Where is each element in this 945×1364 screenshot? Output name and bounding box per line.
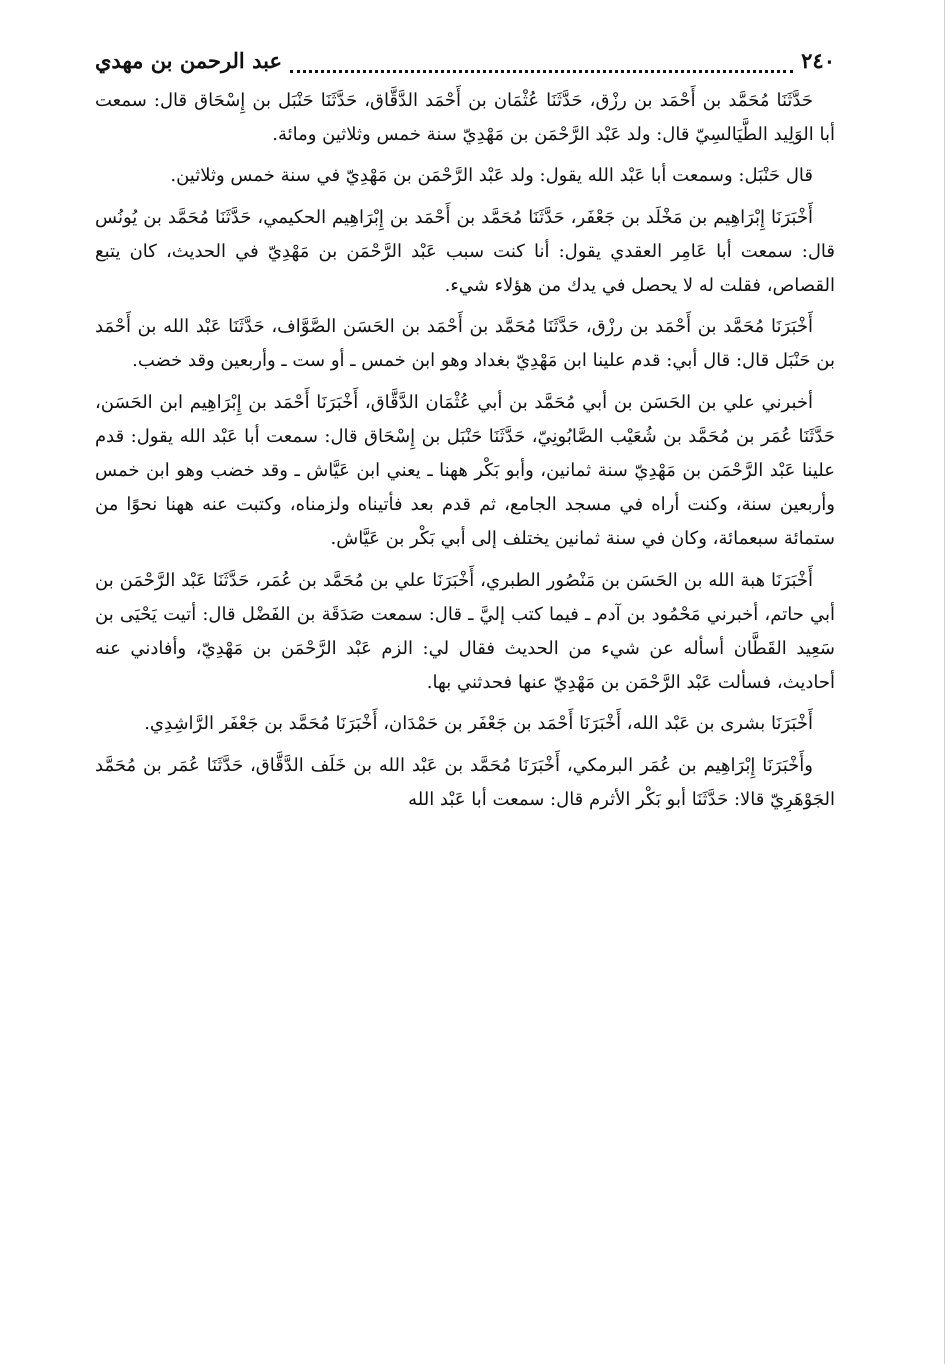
paragraph-4: أَخْبَرَنَا مُحَمَّد بن أَحْمَد بن رزْق، حَدَّثَنَا مُحَمَّد بن أَحْمَد بن الحَسَن الصَّوَّاف، حَدَّثَنَا عَبْد الله بن أَحْمَد بن حَنْبَل قال: قال أبي: قدم علينا ابن مَهْدِيّ بغداد وهو ابن خمس ـ أو ست ـ وأربعين وقد خضب.	[95, 316, 835, 372]
paragraph-2: قال حَنْبَل: وسمعت أبا عَبْد الله يقول: ولد عَبْد الرَّحْمَن بن مَهْدِيّ في سنة خمس وثلاثين.	[170, 165, 813, 187]
running-title: عبد الرحمن بن مهدي	[95, 48, 282, 73]
paragraph-5: أخبرني علي بن الحَسَن بن أبي مُحَمَّد بن أبي عُثْمَان الدَّقَّاق، أَخْبَرَنَا أَحْمَد بن إِبْرَاهِيم ابن الحَسَن، حَدَّثَنَا عُمَر بن مُحَمَّد بن شُعَيْب الصَّابُونِيّ، حَدَّثَنَا حَنْبَل بن إِسْحَاق قال: سمعت أبا عَبْد الله يقول: قدم علينا عَبْد الرَّحْمَن بن مَهْدِيّ سنة ثمانين، وأبو بَكْر ههنا ـ يعني ابن عَيَّاش ـ وقد خضب وهو ابن خمس وأربعين سنة، وكنت أراه في مسجد الجامع، ثم قدم بعد فأتيناه ولزمناه، وكتبت عنه ههنا نحوًا من ستمائة سبعمائة، وكان في سنة ثمانين يختلف إلى أبي بَكْر بن عَيَّاش.	[95, 391, 835, 550]
body-text	[95, 84, 835, 817]
running-header	[95, 42, 835, 80]
header-dotted-leader	[290, 50, 793, 73]
paragraph-8: وأَخْبَرَنَا إِبْرَاهِيم بن عُمَر البرمكي، أَخْبَرَنَا مُحَمَّد بن عَبْد الله بن خَلَف الدَّقَّاق، حَدَّثَنَا عُمَر بن مُحَمَّد الجَوْهَرِيّ قالا: حَدَّثَنَا أبو بَكْر الأثرم قال: سمعت أبا عَبْد الله	[95, 754, 835, 810]
paragraph-3: أَخْبَرَنَا إِبْرَاهِيم بن مَخْلَد بن جَعْفَر، حَدَّثَنَا مُحَمَّد بن أَحْمَد بن إِبْرَاهِيم الحكيمي، حَدَّثَنَا مُحَمَّد بن يُونُس قال: سمعت أبا عَامِر العقدي يقول: أنا كنت سبب عَبْد الرَّحْمَن بن مَهْدِيّ في الحديث، كان يتبع القصاص، فقلت له لا يحصل في يدك من هؤلاء شيء.	[95, 206, 835, 297]
paragraph-6: أَخْبَرَنَا هبة الله بن الحَسَن بن مَنْصُور الطبري، أَخْبَرَنَا علي بن مُحَمَّد بن عُمَر، حَدَّثَنَا عَبْد الرَّحْمَن بن أبي حاتم، أخبرني مَحْمُود بن آدم ـ فيما كتب إليَّ ـ قال: سمعت صَدَقَة بن الفَضْل قال: أتيت يَحْيَى بن سَعِيد القَطَّان أسأله عن شيء من الحديث فقال لي: الزم عَبْد الرَّحْمَن بن مَهْدِيّ، وأفادني عنه أحاديث، فسألت عَبْد الرَّحْمَن بن مَهْدِيّ عنها فحدثني بها.	[95, 569, 835, 694]
page-number: ٢٤٠	[801, 48, 835, 73]
book-page	[95, 42, 835, 824]
paragraph-7: أَخْبَرَنَا بشرى بن عَبْد الله، أَخْبَرَنَا أَحْمَد بن جَعْفَر بن حَمْدَان، أَخْبَرَنَا مُحَمَّد بن جَعْفَر الرَّاشِدِي.	[144, 713, 813, 735]
paragraph-1: حَدَّثَنَا مُحَمَّد بن أَحْمَد بن رزْق، حَدَّثَنَا عُثْمَان بن أَحْمَد الدَّقَّاق، حَدَّثَنَا حَنْبَل بن إِسْحَاق قال: سمعت أبا الوَلِيد الطَّيَالسِيّ قال: ولد عَبْد الرَّحْمَن بن مَهْدِيّ سنة خمس وثلاثين ومائة.	[95, 90, 835, 146]
